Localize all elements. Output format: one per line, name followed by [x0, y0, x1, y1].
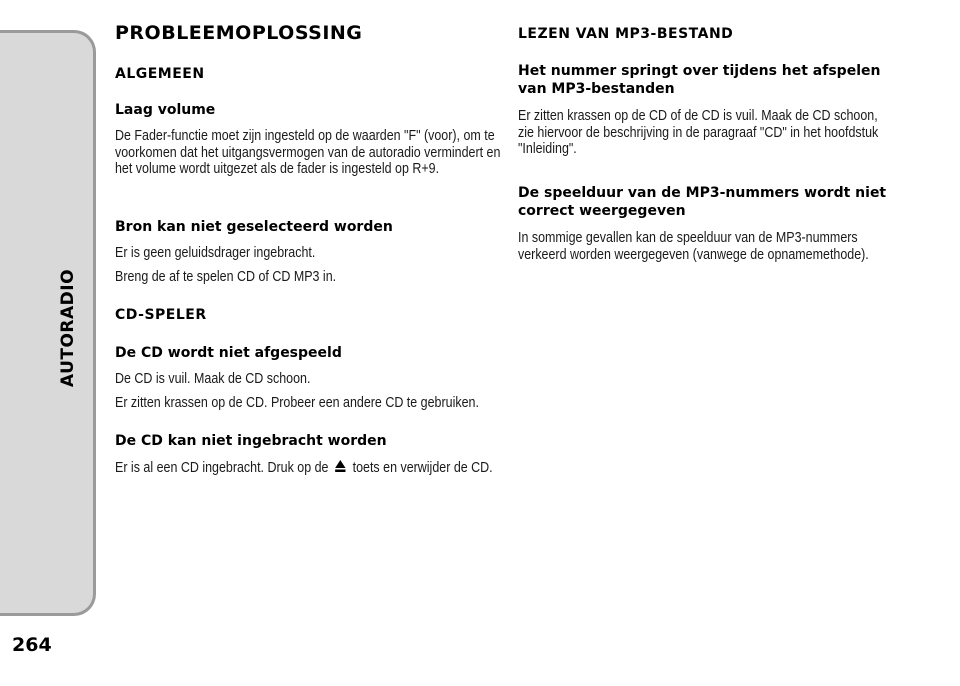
paragraph-skips: Er zitten krassen op de CD of de CD is vuil. Maak de CD schoon, zie hiervoor de beschrijving in de paragraaf "CD" in het hoofdstuk "Inleiding".: [518, 108, 879, 157]
subheading-low-volume: Laag volume: [115, 102, 216, 118]
subheading-duration: De speelduur van de MP3-nummers wordt niet correct weergegeven: [518, 185, 887, 219]
section-heading-general: ALGEMEEN: [115, 66, 205, 82]
paragraph-not-inserted: [115, 459, 506, 477]
section-heading-cd: CD-SPELER: [115, 307, 207, 323]
paragraph-duration: In sommige gevallen kan de speelduur van de MP3-nummers verkeerd worden weergegeven (vanwege de opnamemethode).: [518, 230, 869, 263]
eject-icon: [335, 459, 347, 473]
chapter-tab: [0, 30, 96, 616]
page-title: PROBLEEMOPLOSSING: [115, 22, 363, 44]
subheading-not-played: De CD wordt niet afgespeeld: [115, 345, 342, 361]
section-heading-mp3: LEZEN VAN MP3-BESTAND: [518, 26, 734, 42]
paragraph-not-played-2: Er zitten krassen op de CD. Probeer een andere CD te gebruiken.: [115, 395, 479, 411]
paragraph-source-1: Er is geen geluidsdrager ingebracht.: [115, 245, 316, 261]
paragraph-low-volume: De Fader-functie moet zijn ingesteld op de waarden "F" (voor), om te voorkomen dat het uitgangsvermogen van de autoradio vermindert en het volume wordt uitgezet als de fader is ingesteld op R+9.: [115, 128, 501, 177]
paragraph-not-inserted-before: Er is al een CD ingebracht. Druk op de: [115, 460, 329, 476]
paragraph-not-played-1: De CD is vuil. Maak de CD schoon.: [115, 371, 311, 387]
paragraph-not-inserted-after: toets en verwijder de CD.: [352, 460, 493, 476]
paragraph-source-2: Breng de af te spelen CD of CD MP3 in.: [115, 269, 337, 285]
chapter-label: AUTORADIO: [58, 268, 78, 388]
subheading-not-inserted: De CD kan niet ingebracht worden: [115, 433, 387, 449]
subheading-skips: Het nummer springt over tijdens het afspelen van MP3-bestanden: [518, 63, 881, 97]
page-number: 264: [12, 634, 52, 656]
subheading-source: Bron kan niet geselecteerd worden: [115, 219, 393, 235]
